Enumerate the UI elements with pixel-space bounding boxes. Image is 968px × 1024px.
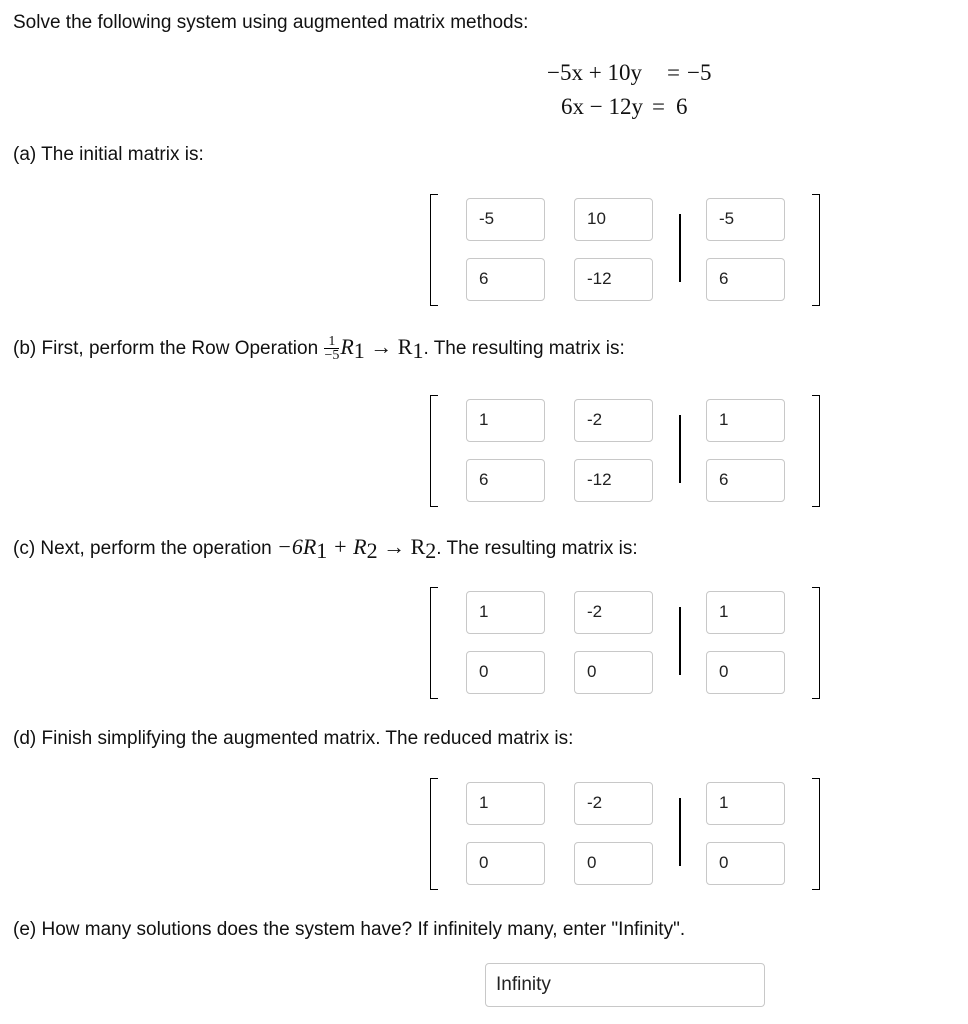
solutions-answer-input[interactable]: Infinity [485, 963, 765, 1007]
part-c-label [13, 534, 638, 564]
matrix-cell-input[interactable]: 6 [706, 258, 785, 301]
equation-1-lhs: −5x + 10y [547, 60, 642, 85]
op-sub2: 2 [366, 538, 378, 563]
op-plus-r: + R [327, 534, 367, 559]
matrix-cell-input[interactable]: 1 [706, 399, 785, 442]
augment-divider [679, 798, 681, 866]
matrix-cell-input[interactable]: 0 [466, 651, 545, 694]
matrix-cell-input[interactable]: 0 [574, 651, 653, 694]
part-a-label: (a) The initial matrix is: [13, 144, 204, 165]
matrix-cell-input[interactable]: 0 [706, 651, 785, 694]
equation-2-eq: = [652, 94, 665, 119]
row-op-arrow: → R [364, 334, 413, 359]
equation-1-rhs: −5 [687, 60, 712, 85]
augment-divider [679, 214, 681, 282]
matrix-cell-input[interactable]: 1 [466, 782, 545, 825]
problem-title: Solve the following system using augmented matrix methods: [13, 12, 529, 33]
matrix-cell-input[interactable]: 1 [706, 591, 785, 634]
matrix-after-b [430, 395, 820, 515]
matrix-cell-input[interactable]: 6 [706, 459, 785, 502]
matrix-cell-input[interactable]: 1 [706, 782, 785, 825]
equation-2-lhs: 6x − 12y [561, 94, 643, 119]
matrix-cell-input[interactable]: -5 [706, 198, 785, 241]
bracket-right [812, 587, 820, 699]
matrix-cell-input[interactable]: -2 [574, 591, 653, 634]
equation-1-eq: = [667, 60, 680, 85]
row-op-r: R [340, 334, 354, 359]
part-b-label [13, 334, 625, 364]
part-b-suffix: . The resulting matrix is: [423, 338, 625, 359]
matrix-cell-input[interactable]: -2 [574, 399, 653, 442]
part-c-suffix: . The resulting matrix is: [436, 538, 638, 559]
matrix-cell-input[interactable]: 6 [466, 459, 545, 502]
part-b-prefix: (b) First, perform the Row Operation [13, 338, 319, 359]
matrix-cell-input[interactable]: 10 [574, 198, 653, 241]
op-arrow: → R [377, 534, 426, 559]
matrix-cell-input[interactable]: 0 [466, 842, 545, 885]
part-d-label: (d) Finish simplifying the augmented matrix. The reduced matrix is: [13, 728, 574, 749]
bracket-right [812, 778, 820, 890]
fraction-numerator: 1 [324, 335, 339, 349]
row-op-sub2: 1 [412, 338, 424, 363]
bracket-right [812, 395, 820, 507]
matrix-cell-input[interactable]: 6 [466, 258, 545, 301]
matrix-cell-input[interactable]: -2 [574, 782, 653, 825]
augment-divider [679, 415, 681, 483]
matrix-reduced [430, 778, 820, 898]
bracket-left [430, 395, 438, 507]
op-sub3: 2 [425, 538, 437, 563]
fraction-denominator: −5 [324, 348, 340, 364]
fraction [324, 335, 339, 362]
op-sub1: 1 [316, 538, 328, 563]
matrix-cell-input[interactable]: -12 [574, 258, 653, 301]
equation-2-rhs: 6 [676, 94, 688, 119]
matrix-cell-input[interactable]: 1 [466, 591, 545, 634]
op-neg6r: −6R [277, 534, 317, 559]
bracket-right [812, 194, 820, 306]
row-op-sub1: 1 [353, 338, 365, 363]
matrix-cell-input[interactable]: 0 [706, 842, 785, 885]
bracket-left [430, 587, 438, 699]
matrix-initial [430, 194, 820, 314]
part-e-label: (e) How many solutions does the system have? If infinitely many, enter "Infinity". [13, 919, 686, 940]
matrix-cell-input[interactable]: -12 [574, 459, 653, 502]
augment-divider [679, 607, 681, 675]
part-c-prefix: (c) Next, perform the operation [13, 538, 277, 559]
matrix-cell-input[interactable]: 0 [574, 842, 653, 885]
matrix-cell-input[interactable]: -5 [466, 198, 545, 241]
matrix-cell-input[interactable]: 1 [466, 399, 545, 442]
bracket-left [430, 194, 438, 306]
matrix-after-c [430, 587, 820, 707]
bracket-left [430, 778, 438, 890]
